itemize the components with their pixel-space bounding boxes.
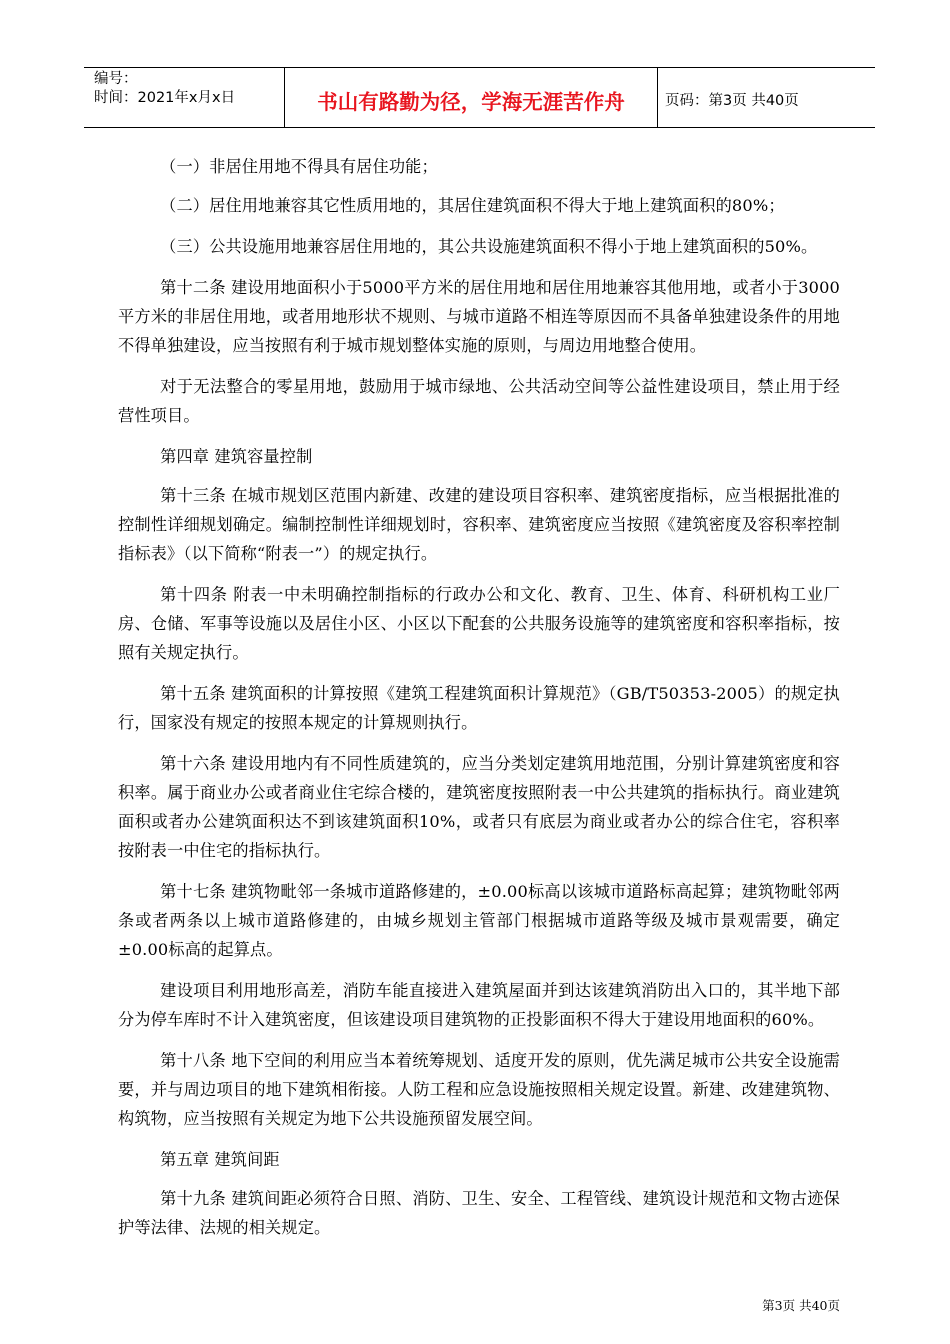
- document-body: [118, 152, 840, 1254]
- paragraph: 第十六条 建设用地内有不同性质建筑的，应当分类划定建筑用地范围，分别计算建筑密度和容积率。属于商业办公或者商业住宅综合楼的，建筑密度按照附表一中公共建筑的指标执行。商业建筑面积或者办公建筑面积达不到该建筑面积10%，或者只有底层为商业或者办公的综合住宅，容积率按附表一中住宅的指标执行。: [118, 754, 840, 860]
- paragraph: 第十七条 建筑物毗邻一条城市道路修建的，±0.00标高以该城市道路标高起算；建筑物毗邻两条或者两条以上城市道路修建的，由城乡规划主管部门根据城市道路等级及城市景观需要，确定±0.00标高的起算点。: [118, 882, 840, 959]
- paragraph: 对于无法整合的零星用地，鼓励用于城市绿地、公共活动空间等公益性建设项目，禁止用于经营性项目。: [118, 377, 840, 425]
- chapter-heading: 第五章 建筑间距: [160, 1150, 280, 1169]
- paragraph: （三）公共设施用地兼容居住用地的，其公共设施建筑面积不得小于地上建筑面积的50%。: [160, 237, 818, 256]
- paragraph: 第十五条 建筑面积的计算按照《建筑工程建筑面积计算规范》（GB/T50353-2005）的规定执行，国家没有规定的按照本规定的计算规则执行。: [118, 684, 840, 732]
- page-header: [84, 67, 875, 128]
- paragraph: 第十八条 地下空间的利用应当本着统筹规划、适度开发的原则，优先满足城市公共安全设施需要，并与周边项目的地下建筑相衔接。人防工程和应急设施按照相关规定设置。新建、改建建筑物、构筑物，应当按照有关规定为地下公共设施预留发展空间。: [118, 1051, 840, 1128]
- paragraph: 第十九条 建筑间距必须符合日照、消防、卫生、安全、工程管线、建筑设计规范和文物古迹保护等法律、法规的相关规定。: [118, 1189, 840, 1237]
- header-page-number: 页码：第3页 共40页: [665, 93, 799, 109]
- header-motto: 书山有路勤为径，学海无涯苦作舟: [285, 68, 658, 127]
- paragraph: （二）居住用地兼容其它性质用地的，其居住建筑面积不得大于地上建筑面积的80%；: [160, 196, 785, 215]
- chapter-heading: 第四章 建筑容量控制: [160, 447, 313, 466]
- page-footer: 第3页 共40页: [762, 1298, 840, 1313]
- header-meta: [84, 68, 285, 127]
- document-number-label: 编号：: [94, 71, 138, 87]
- paragraph: 建设项目利用地形高差，消防车能直接进入建筑屋面并到达该建筑消防出入口的，其半地下部分为停车库时不计入建筑密度，但该建设项目建筑物的正投影面积不得大于建设用地面积的60%。: [118, 981, 840, 1029]
- paragraph: 第十四条 附表一中未明确控制指标的行政办公和文化、教育、卫生、体育、科研机构工业厂房、仓储、军事等设施以及居住小区、小区以下配套的公共服务设施等的建筑密度和容积率指标，按照有关规定执行。: [118, 585, 840, 662]
- paragraph: 第十三条 在城市规划区范围内新建、改建的建设项目容积率、建筑密度指标，应当根据批准的控制性详细规划确定。编制控制性详细规划时，容积率、建筑密度应当按照《建筑密度及容积率控制指标表》（以下简称“附表一”）的规定执行。: [118, 486, 840, 563]
- paragraph: （一）非居住用地不得具有居住功能；: [160, 157, 438, 176]
- document-time-label: 时间：2021年x月x日: [94, 90, 236, 106]
- paragraph: 第十二条 建设用地面积小于5000平方米的居住用地和居住用地兼容其他用地，或者小于3000平方米的非居住用地，或者用地形状不规则、与城市道路不相连等原因而不具备单独建设条件的用地不得单独建设，应当按照有利于城市规划整体实施的原则，与周边用地整合使用。: [118, 278, 840, 355]
